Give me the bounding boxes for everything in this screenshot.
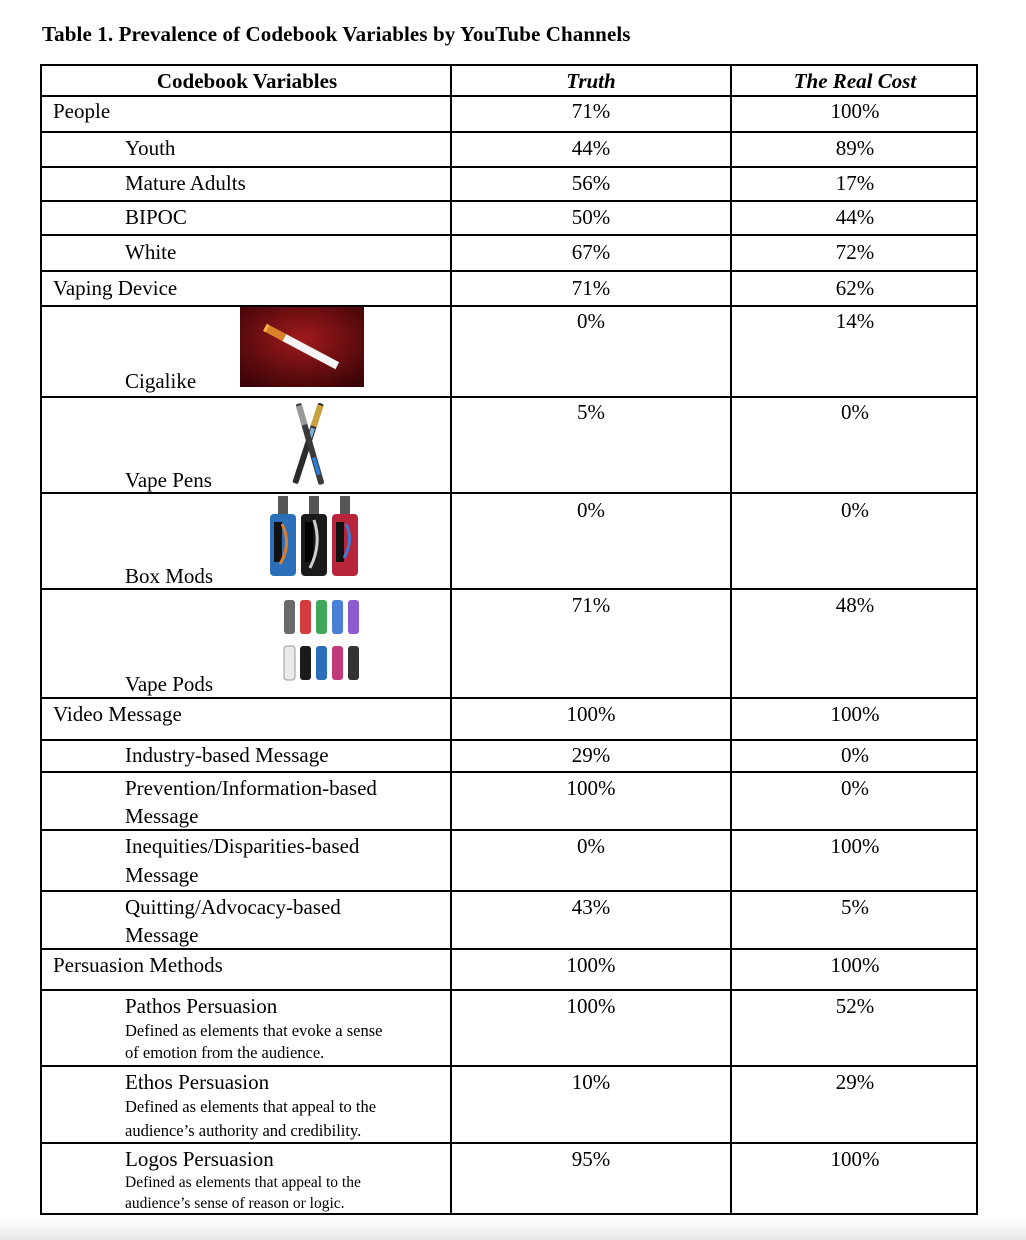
truth-value: 50% [571, 205, 611, 229]
real-cost-value: 0% [841, 498, 869, 522]
real-cost-value: 5% [841, 895, 869, 919]
row-label-people: People [53, 99, 111, 123]
row-label-cigalike: Cigalike [125, 369, 197, 393]
row-divider [40, 1142, 978, 1144]
box-mods-image [266, 494, 362, 582]
truth-value: 71% [571, 276, 611, 300]
page-bottom-edge [0, 1218, 1026, 1240]
truth-value: 100% [566, 702, 616, 726]
row-label-youth: Youth [125, 136, 176, 160]
real-cost-value: 0% [841, 400, 869, 424]
real-cost-value: 89% [835, 136, 875, 160]
row-divider [40, 95, 978, 97]
row-divider [40, 989, 978, 991]
truth-value: 71% [571, 593, 611, 617]
truth-value: 67% [571, 240, 611, 264]
row-label-vape-pods: Vape Pods [125, 672, 214, 696]
column-divider [730, 64, 732, 1215]
truth-value: 100% [566, 953, 616, 977]
real-cost-value: 0% [841, 776, 869, 800]
real-cost-value: 48% [835, 593, 875, 617]
row-divider [40, 588, 978, 590]
row-label-quitting-message-line2: Message [125, 923, 199, 947]
truth-value: 100% [566, 776, 616, 800]
real-cost-value: 14% [835, 309, 875, 333]
pathos-definition-line2: of emotion from the audience. [125, 1043, 325, 1062]
truth-value: 100% [566, 994, 616, 1018]
real-cost-value: 29% [835, 1070, 875, 1094]
row-label-video-message: Video Message [53, 702, 182, 726]
pathos-definition: Defined as elements that evoke a sense [125, 1021, 383, 1040]
truth-value: 71% [571, 99, 611, 123]
real-cost-value: 62% [835, 276, 875, 300]
truth-value: 0% [577, 498, 605, 522]
row-divider [40, 948, 978, 950]
real-cost-value: 100% [830, 834, 880, 858]
row-divider [40, 1065, 978, 1067]
row-label-white: White [125, 240, 177, 264]
truth-value: 44% [571, 136, 611, 160]
row-label-industry-message: Industry-based Message [125, 743, 329, 767]
row-divider [40, 771, 978, 773]
row-divider [40, 739, 978, 741]
row-divider [40, 697, 978, 699]
ethos-definition: Defined as elements that appeal to the [125, 1097, 377, 1116]
row-label-inequities-message: Inequities/Disparities-based [125, 834, 360, 858]
cigalike-image [240, 307, 364, 387]
row-divider [40, 305, 978, 307]
header-real-cost: The Real Cost [793, 69, 917, 93]
row-label-quitting-message: Quitting/Advocacy-based [125, 895, 341, 919]
truth-value: 43% [571, 895, 611, 919]
real-cost-value: 100% [830, 953, 880, 977]
table-title: Table 1. Prevalence of Codebook Variables by YouTube Channels [42, 22, 631, 46]
logos-definition-line2: audience’s sense of reason or logic. [125, 1195, 345, 1212]
row-label-logos: Logos Persuasion [125, 1147, 274, 1171]
row-label-box-mods: Box Mods [125, 564, 214, 588]
row-label-prevention-message: Prevention/Information-based [125, 776, 377, 800]
row-label-ethos: Ethos Persuasion [125, 1070, 270, 1094]
row-label-vaping-device: Vaping Device [53, 276, 178, 300]
real-cost-value: 0% [841, 743, 869, 767]
row-label-persuasion-methods: Persuasion Methods [53, 953, 223, 977]
row-label-mature-adults: Mature Adults [125, 171, 246, 195]
real-cost-value: 52% [835, 994, 875, 1018]
real-cost-value: 72% [835, 240, 875, 264]
logos-definition: Defined as elements that appeal to the [125, 1174, 361, 1191]
row-divider [40, 396, 978, 398]
row-divider [40, 234, 978, 236]
truth-value: 5% [577, 400, 605, 424]
row-divider [40, 200, 978, 202]
header-truth: Truth [566, 69, 616, 93]
truth-value: 56% [571, 171, 611, 195]
truth-value: 0% [577, 834, 605, 858]
vape-pods-image [282, 596, 362, 686]
row-label-inequities-message-line2: Message [125, 863, 199, 887]
row-label-bipoc: BIPOC [125, 205, 187, 229]
ethos-definition-line2: audience’s authority and credibility. [125, 1121, 362, 1140]
real-cost-value: 44% [835, 205, 875, 229]
real-cost-value: 100% [830, 1147, 880, 1171]
column-divider [450, 64, 452, 1215]
real-cost-value: 17% [835, 171, 875, 195]
row-label-pathos: Pathos Persuasion [125, 994, 278, 1018]
truth-value: 0% [577, 309, 605, 333]
truth-value: 10% [571, 1070, 611, 1094]
row-label-prevention-message-line2: Message [125, 804, 199, 828]
header-codebook-variables: Codebook Variables [156, 69, 338, 93]
row-divider [40, 492, 978, 494]
row-divider [40, 270, 978, 272]
real-cost-value: 100% [830, 702, 880, 726]
vape-pens-image [280, 398, 340, 490]
truth-value: 29% [571, 743, 611, 767]
row-divider [40, 131, 978, 133]
real-cost-value: 100% [830, 99, 880, 123]
row-label-vape-pens: Vape Pens [125, 468, 212, 492]
row-divider [40, 166, 978, 168]
truth-value: 95% [571, 1147, 611, 1171]
row-divider [40, 829, 978, 831]
row-divider [40, 890, 978, 892]
